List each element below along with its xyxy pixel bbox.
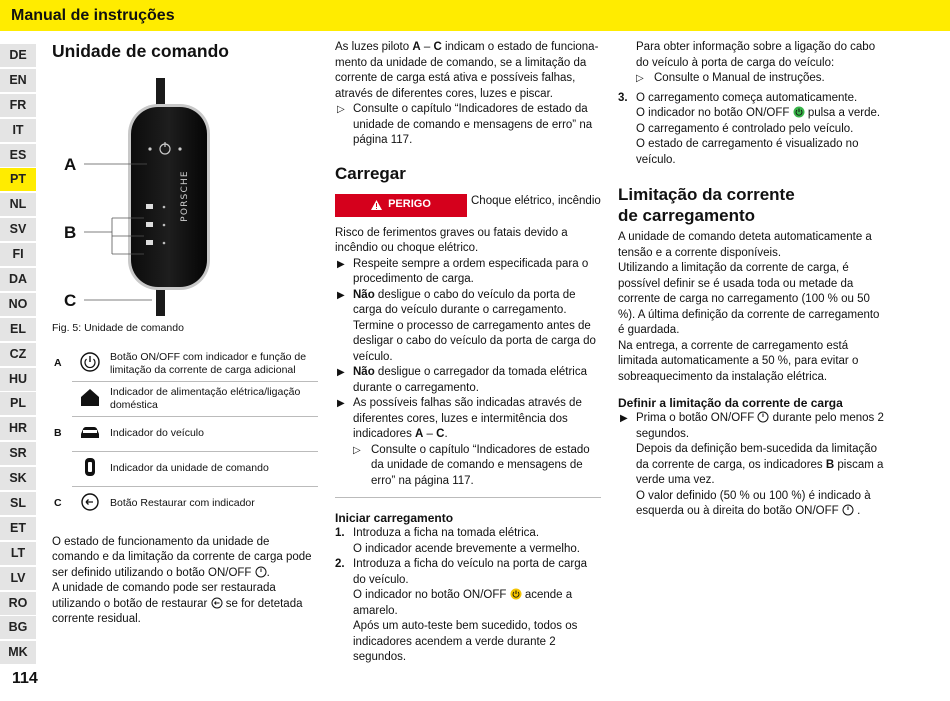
column-2: [335, 40, 601, 666]
paragraph-operating-state: O estado de funcionamento da unidade de comando e da limitação da corrente de carga pode ser definido utilizando o botão ON/OFF .: [52, 535, 312, 579]
paragraph: Na entrega, a corrente de carregamento está limitada automaticamente a 50 %, para evitar o sobreaquecimento da instalação elétrica.: [618, 339, 859, 383]
column-1: [52, 40, 318, 628]
label-b: B: [64, 223, 77, 242]
language-tab-nl[interactable]: NL: [0, 193, 36, 216]
indicator-car-icon: [146, 222, 153, 227]
legend-row: [52, 381, 318, 416]
power-icon: [255, 566, 267, 578]
page-title: Manual de instruções: [11, 7, 175, 24]
paragraph-info: Para obter informação sobre a ligação do cabo do veículo à porta de carga do veículo:: [636, 41, 876, 69]
language-tab-it[interactable]: IT: [0, 119, 36, 142]
car-icon: [79, 421, 101, 443]
legend-table: [52, 347, 318, 521]
heading-start-charging: Iniciar carregamento: [335, 511, 454, 525]
language-tab-mk[interactable]: MK: [0, 641, 36, 664]
header-bar: [0, 0, 950, 31]
heading-set-limit: Definir a limitação da corrente de carga: [618, 396, 843, 410]
bullet-item: ▶ As possíveis falhas são indicadas através de diferentes cores, luzes e intermitência dos indicadores A – C.: [337, 397, 582, 440]
legend-row: [52, 416, 318, 451]
language-tab-es[interactable]: ES: [0, 144, 36, 167]
language-tab-bg[interactable]: BG: [0, 616, 36, 639]
language-tab-sk[interactable]: SK: [0, 467, 36, 490]
power-icon: [79, 351, 101, 373]
indicator-house-icon: [146, 204, 153, 209]
paragraph: A unidade de comando deteta automaticamente a tensão e a corrente disponíveis.: [618, 231, 872, 259]
legend-key: C: [54, 496, 62, 509]
paragraph: Utilizando a limitação da corrente de carga, é possível definir se é usada toda ou metade da corrente de carga no carregamento (100 % ou 50 %). A última definição da corrente de carregamento é guardada.: [618, 262, 880, 336]
power-green-icon: [793, 106, 805, 118]
unit-body: [131, 107, 207, 287]
reference-item: ▷ Consulte o capítulo “Indicadores de estado da unidade de comando e mensagens de erro” na página 117.: [337, 103, 593, 146]
label-a: A: [64, 155, 77, 174]
heading-charge: Carregar: [335, 163, 406, 183]
language-tab-hr[interactable]: HR: [0, 417, 36, 440]
divider: [335, 497, 601, 498]
language-tab-lv[interactable]: LV: [0, 567, 36, 590]
language-tab-lt[interactable]: LT: [0, 542, 36, 565]
legend-text: Botão ON/OFF com indicador e função de limitação da corrente de carga adicional: [108, 347, 318, 382]
warning-triangle-icon: [371, 200, 382, 210]
language-tab-fr[interactable]: FR: [0, 94, 36, 117]
language-tab-fi[interactable]: FI: [0, 243, 36, 266]
language-tab-ro[interactable]: RO: [0, 592, 36, 615]
danger-notice: [335, 194, 601, 217]
language-tab-no[interactable]: NO: [0, 293, 36, 316]
language-tab-pt[interactable]: PT: [0, 168, 36, 191]
control-unit-illustration: [52, 76, 318, 316]
reference-item: ▷ Consulte o capítulo “Indicadores de estado da unidade de comando e mensagens de erro” na página 117.: [353, 443, 590, 487]
bullet-item: ▶ Não desligue o cabo do veículo da porta de carga do veículo durante o carregamento. Termine o processo de carregamento antes de desligar o cabo do veículo da porta de carga do veículo.: [337, 288, 596, 363]
step-result: O indicador acende brevemente a vermelho.: [353, 542, 580, 555]
cable-top: [156, 78, 165, 108]
paragraph-reset: A unidade de comando pode ser restaurada utilizando o botão de restaurar se for detetada corrente residual.: [52, 582, 303, 625]
language-tab-de[interactable]: DE: [0, 44, 36, 67]
language-tab-hu[interactable]: HU: [0, 368, 36, 391]
reference-item: ▷ Consulte o Manual de instruções.: [636, 72, 825, 84]
indicator-unit-icon: [146, 240, 153, 245]
risk-text: Risco de ferimentos graves ou fatais devido a incêndio ou choque elétrico.: [335, 226, 568, 254]
reset-icon: [79, 491, 101, 513]
language-tab-pl[interactable]: PL: [0, 392, 36, 415]
house-icon: [79, 386, 101, 408]
step-item: 3. O carregamento começa automaticamente.: [618, 91, 858, 104]
reset-icon: [211, 597, 223, 609]
brand-text: PORSCHE: [180, 170, 190, 222]
power-icon: [757, 411, 769, 423]
language-tab-et[interactable]: ET: [0, 517, 36, 540]
legend-text: Indicador do veículo: [108, 416, 318, 451]
step-result: Após um auto-teste bem sucedido, todos os indicadores acendem a verde durante 2 segundos.: [353, 620, 578, 663]
figure-control-unit: [52, 76, 318, 316]
legend-text: Indicador de alimentação elétrica/ligação doméstica: [108, 381, 318, 416]
power-yellow-icon: [510, 588, 522, 600]
bullet-item: ▶ Respeite sempre a ordem especificada para o procedimento de carga.: [337, 257, 589, 285]
heading-control-unit: Unidade de comando: [52, 41, 229, 61]
language-tab-sl[interactable]: SL: [0, 492, 36, 515]
legend-row: [52, 486, 318, 521]
danger-title: Choque elétrico, incêndio: [471, 194, 601, 207]
legend-row: [52, 347, 318, 382]
bullet-item: ▶ Prima o botão ON/OFF durante pelo menos 2 segundos.: [620, 412, 884, 440]
control-unit-icon: [79, 456, 101, 478]
column-3: [618, 40, 884, 520]
figure-caption: Fig. 5: Unidade de comando: [52, 322, 184, 334]
step-result: O estado de carregamento é visualizado no veículo.: [636, 138, 859, 166]
legend-text: Indicador da unidade de comando: [108, 451, 318, 486]
language-tab-cz[interactable]: CZ: [0, 343, 36, 366]
step-result: O carregamento é controlado pelo veículo.: [636, 122, 854, 135]
danger-badge: PERIGO: [335, 194, 467, 217]
language-tab-sv[interactable]: SV: [0, 218, 36, 241]
bullet-item: ▶ Não desligue o carregador da tomada elétrica durante o carregamento.: [337, 366, 587, 394]
step-item: 2. Introduza a ficha do veículo na porta de carga do veículo.: [335, 558, 587, 586]
language-tab-da[interactable]: DA: [0, 268, 36, 291]
power-icon: [842, 504, 854, 516]
step-result: O indicador no botão ON/OFF acende a amarelo.: [353, 589, 573, 617]
step-item: 1. Introduza a ficha na tomada elétrica.: [335, 527, 540, 539]
language-tab-el[interactable]: EL: [0, 318, 36, 341]
step-result: Depois da definição bem-sucedida da limitação da corrente de carga, os indicadores B piscam a verde uma vez.: [636, 443, 884, 486]
step-result: O valor definido (50 % ou 100 %) é indicado à esquerda ou à direita do botão ON/OFF .: [636, 489, 871, 517]
legend-row: [52, 451, 318, 486]
language-tab-en[interactable]: EN: [0, 69, 36, 92]
heading-current-limit: Limitação da corrente de carregamento: [618, 185, 795, 225]
language-tab-sr[interactable]: SR: [0, 442, 36, 465]
language-sidebar: [0, 44, 36, 666]
step-result: O indicador no botão ON/OFF pulsa a verde.: [636, 107, 881, 119]
label-c: C: [64, 291, 77, 310]
legend-text: Botão Restaurar com indicador: [110, 497, 255, 509]
legend-key: B: [54, 427, 62, 439]
paragraph-pilot-lights: As luzes piloto A – C indicam o estado de funciona-mento da unidade de comando, se a limitação da corrente de carga está ativa e possíveis falhas, através de diferentes cores, luzes e piscar.: [335, 41, 599, 100]
legend-key: A: [54, 357, 62, 370]
page-number: 114: [12, 670, 38, 687]
